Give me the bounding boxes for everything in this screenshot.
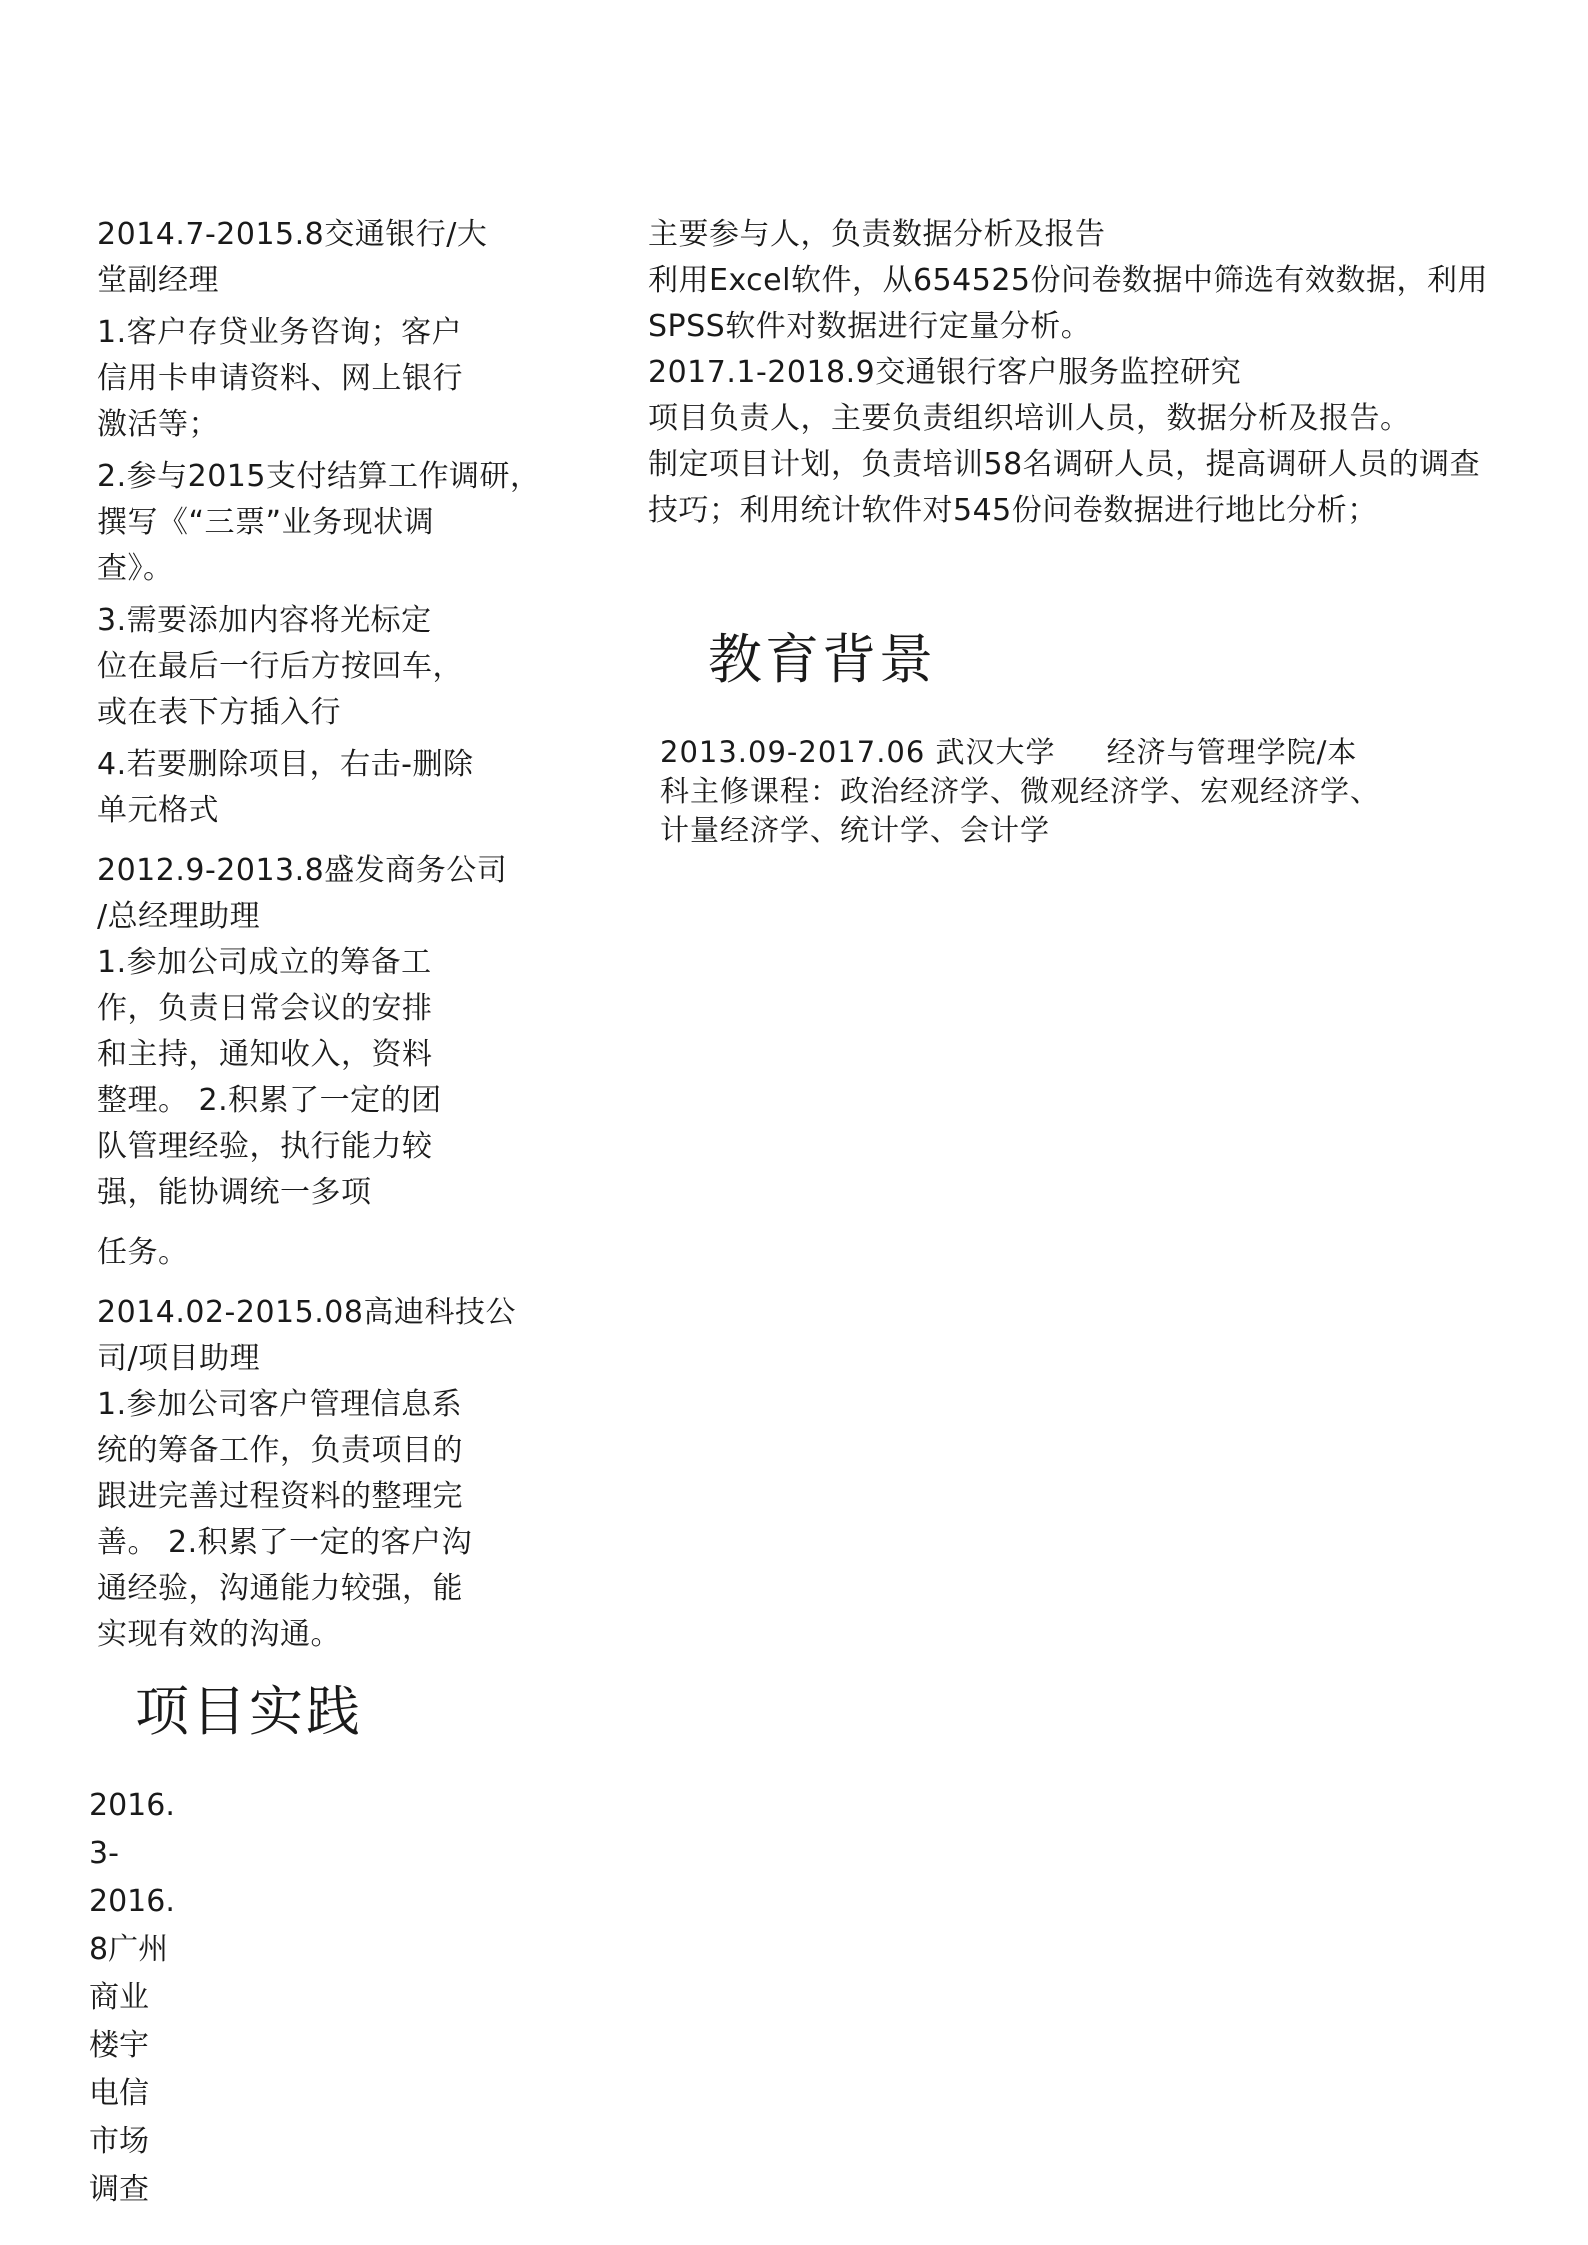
job-duty-line: 作，负责日常会议的安排 [97, 991, 433, 1026]
project-details-column [648, 212, 1548, 534]
job-title-line: 2014.02-2015.08高迪科技公 [97, 1295, 516, 1330]
job-duty-line: 4.若要删除项目，右击-删除 [97, 747, 474, 782]
project-title-line: 3- [89, 1836, 119, 1871]
job-duty-line: 队管理经验，执行能力较 [97, 1129, 433, 1164]
project1-role: 主要参与人，负责数据分析及报告 [648, 217, 1106, 252]
job-duty-line: 善。 2.积累了一定的客户沟 [97, 1525, 473, 1560]
job-duty-line: 实现有效的沟通。 [97, 1617, 341, 1652]
job-duty-line: 查》。 [97, 551, 174, 586]
job-duty-line: 任务。 [97, 1235, 189, 1270]
project-title-line: 2016. [89, 1788, 175, 1823]
project-title-line: 电信 [89, 2076, 149, 2111]
job-duty-line: 通经验，沟通能力较强，能 [97, 1571, 463, 1606]
job-duty-line: 3.需要添加内容将光标定 [97, 603, 432, 638]
job-title-line: 堂副经理 [97, 263, 219, 298]
project-title-line: 8广州 [89, 1932, 169, 1967]
projects-section-title: 项目实践 [135, 1680, 363, 1743]
job-duty-line: 整理。 2.积累了一定的团 [97, 1083, 442, 1118]
job-duty-line: 撰写《“三票”业务现状调 [97, 505, 435, 540]
project2-desc-line: 制定项目计划，负责培训58名调研人员，提高调研人员的调查 [648, 447, 1481, 482]
project-title-line: 调查 [89, 2172, 149, 2207]
job-duty-line: 1.客户存贷业务咨询；客户 [97, 315, 463, 350]
project2-role: 项目负责人，主要负责组织培训人员，数据分析及报告。 [648, 401, 1411, 436]
project2-desc-line: 技巧；利用统计软件对545份问卷数据进行地比分析； [648, 493, 1378, 528]
project1-title [89, 1782, 175, 2214]
job-duty-line: 跟进完善过程资料的整理完 [97, 1479, 463, 1514]
job-duty-line: 1.参加公司成立的筹备工 [97, 945, 432, 980]
job-duty-line: 强，能协调统一多项 [97, 1175, 372, 1210]
job-duty-line: 和主持，通知收入，资料 [97, 1037, 433, 1072]
education-line: 计量经济学、统计学、会计学 [660, 813, 1051, 847]
project2-title: 2017.1-2018.9交通银行客户服务监控研究 [648, 355, 1242, 390]
education-section-title: 教育背景 [708, 628, 936, 691]
education-line: 科主修课程：政治经济学、微观经济学、宏观经济学、 [660, 774, 1381, 808]
job-title-line: 2012.9-2013.8盛发商务公司 [97, 853, 508, 888]
job-duty-line: 单元格式 [97, 793, 219, 828]
job-entry-bocom [97, 212, 541, 834]
job-duty-line: 2.参与2015支付结算工作调研， [97, 459, 541, 494]
job-duty-line: 信用卡申请资料、网上银行 [97, 361, 463, 396]
job-duty-line: 或在表下方插入行 [97, 695, 341, 730]
project-title-line: 商业 [89, 1980, 149, 2015]
project1-desc-line: 利用Excel软件，从654525份问卷数据中筛选有效数据，利用 [648, 263, 1488, 298]
job-entry-gaodi [97, 1290, 527, 1658]
education-line: 2013.09-2017.06 武汉大学 经济与管理学院/本 [660, 735, 1358, 769]
project-title-line: 市场 [89, 2124, 149, 2159]
project-title-line: 2016. [89, 1884, 175, 1919]
job-title-line: /总经理助理 [97, 899, 261, 934]
job-duty-line: 1.参加公司客户管理信息系 [97, 1387, 463, 1422]
job-entry-shengfa [97, 848, 527, 1276]
job-title-line: 司/项目助理 [97, 1341, 261, 1376]
job-duty-line: 统的筹备工作，负责项目的 [97, 1433, 463, 1468]
job-duty-line: 位在最后一行后方按回车， [97, 649, 463, 684]
education-details [660, 733, 1460, 850]
job-duty-line: 激活等； [97, 407, 219, 442]
work-experience-column [97, 212, 541, 1658]
job-title-line: 2014.7-2015.8交通银行/大 [97, 217, 488, 252]
project1-desc-line: SPSS软件对数据进行定量分析。 [648, 309, 1092, 344]
project-title-line: 楼宇 [89, 2028, 149, 2063]
